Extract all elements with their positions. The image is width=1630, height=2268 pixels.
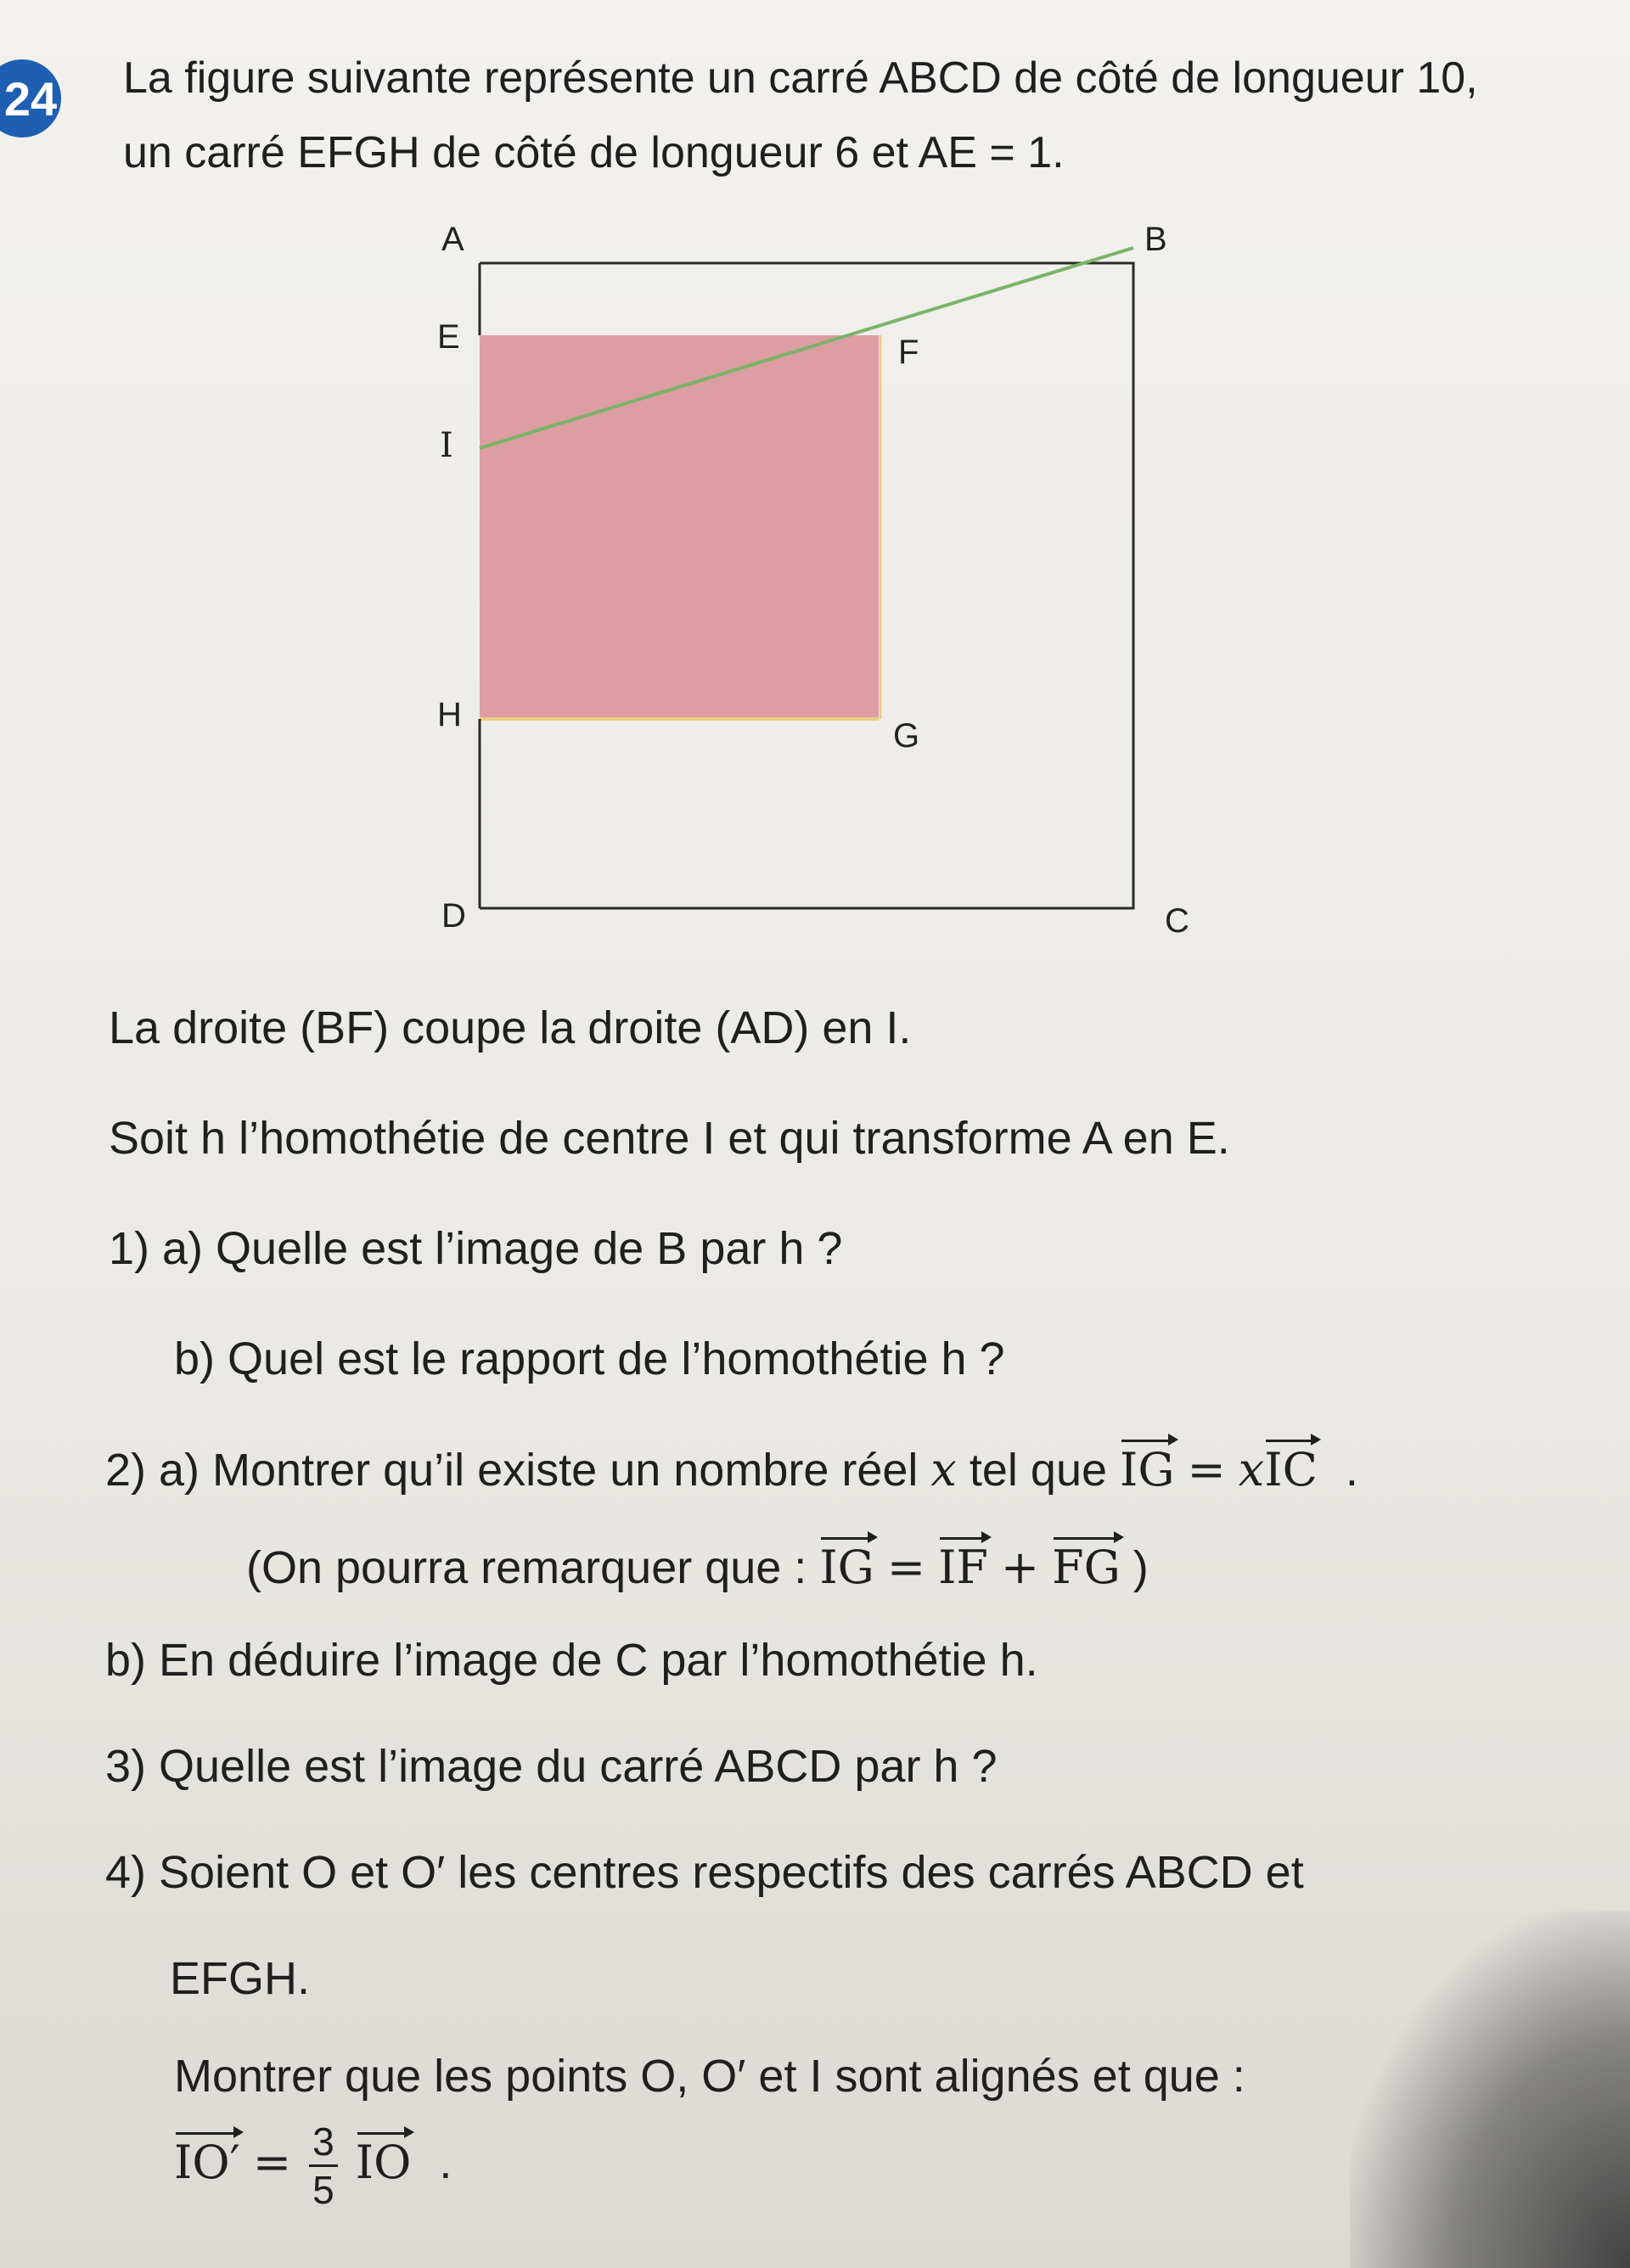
vector-io-prime: IO′	[174, 2135, 240, 2189]
question-1b: b) Quel est le rapport de l’homothétie h ?	[174, 1333, 1005, 1384]
label-e: E	[437, 318, 460, 356]
question-2a-end: .	[1345, 1445, 1358, 1496]
hint-close: )	[1133, 1542, 1149, 1593]
label-d: D	[441, 897, 466, 935]
question-2a-text: 2) a) Montrer qu’il existe un nombre réel	[105, 1445, 931, 1496]
photo-shadow	[1350, 1912, 1630, 2268]
equals-sign-formula: =	[252, 2135, 292, 2189]
label-c: C	[1165, 902, 1189, 940]
vector-fg: FG	[1052, 1541, 1121, 1594]
equals-sign: =	[1187, 1443, 1226, 1496]
question-4-line2: EFGH.	[170, 1953, 311, 2004]
fraction-three-fifths	[309, 2119, 338, 2212]
geometry-figure	[408, 212, 1239, 959]
question-1a: 1) a) Quelle est l’image de B par h ?	[109, 1223, 843, 1274]
exercise-number: 24	[3, 71, 58, 126]
equals-sign-hint: =	[886, 1541, 926, 1594]
label-a: A	[441, 221, 464, 258]
question-2-hint	[246, 1541, 1149, 1594]
hint-text: (On pourra remarquer que :	[246, 1542, 820, 1593]
question-4-line3: Montrer que les points O, O′ et I sont alignés et que :	[174, 2051, 1245, 2102]
question-4-formula	[174, 2119, 452, 2212]
formula-end: .	[439, 2136, 452, 2188]
plus-sign: +	[1000, 1541, 1040, 1594]
question-2b: b) En déduire l’image de C par l’homothétie h.	[105, 1635, 1038, 1686]
fraction-numerator: 3	[309, 2122, 338, 2167]
statement-line-bf: La droite (BF) coupe la droite (AD) en I.	[109, 1002, 912, 1053]
fraction-denominator: 5	[312, 2168, 334, 2212]
vector-ig-hint: IG	[819, 1541, 874, 1594]
label-b: B	[1144, 221, 1167, 258]
label-i: I	[440, 426, 453, 465]
variable-x-2: x	[1238, 1443, 1265, 1496]
question-2a-mid: tel que	[956, 1445, 1121, 1496]
question-2a	[105, 1443, 1358, 1496]
question-4-line1: 4) Soient O et O′ les centres respectifs des carrés ABCD et	[105, 1847, 1304, 1898]
label-g: G	[893, 717, 920, 755]
label-f: F	[898, 334, 919, 371]
vector-io: IO	[355, 2135, 412, 2189]
variable-x: x	[930, 1443, 957, 1496]
exercise-intro: La figure suivante représente un carré ABCD de côté de longueur 10, un carré EFGH de côté de longueur 6 et AE = 1.	[123, 53, 1478, 177]
vector-if: IF	[938, 1541, 988, 1594]
square-efgh	[480, 335, 879, 717]
vector-ic: IC	[1264, 1443, 1318, 1496]
label-h: H	[437, 696, 462, 733]
vector-ig: IG	[1120, 1443, 1175, 1496]
statement-homothety: Soit h l’homothétie de centre I et qui transforme A en E.	[109, 1113, 1230, 1164]
question-3: 3) Quelle est l’image du carré ABCD par h ?	[105, 1741, 998, 1792]
exercise-number-badge	[0, 59, 61, 138]
